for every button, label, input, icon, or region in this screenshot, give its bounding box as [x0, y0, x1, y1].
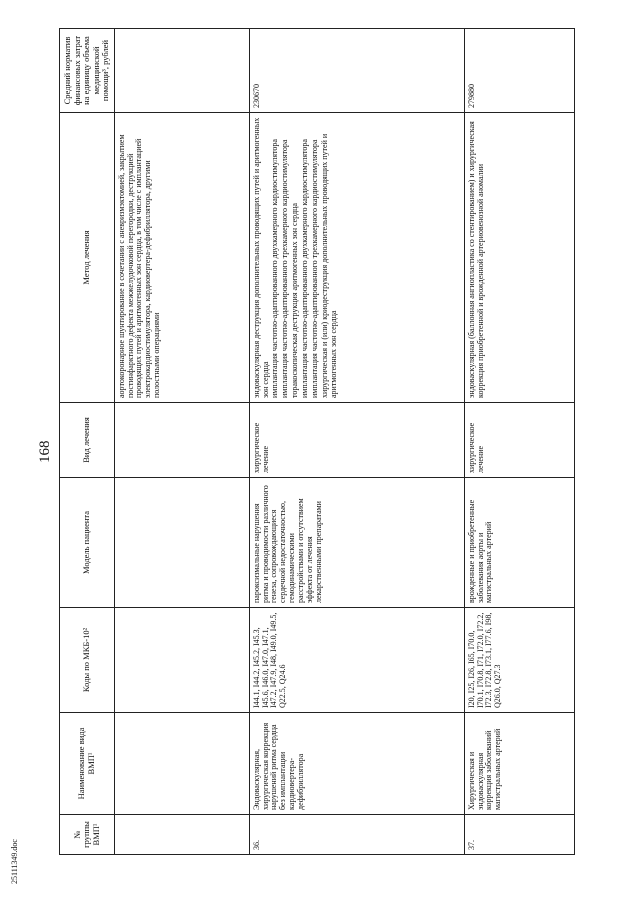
icd-codes: I44.1, I44.2, I45.2, I45.3, I45.6, I46.0, I47.0, I47.1, I47.2, I47.9, I48, I49.0, I49.5, Q22.5, Q24.6	[249, 608, 464, 713]
method-item: эндоваскулярная деструкция дополнительных проводящих путей и аритмогенных зон сердца	[251, 117, 270, 398]
vmp-name: Эндоваскулярная, хирургическая коррекция нарушений ритма сердца без имплантации кардиовертера-дефибриллятора	[249, 713, 464, 815]
method-item: хирургическая и (или) криодеструкция дополнительных проводящих путей и аритмогенных зон сердца	[320, 133, 339, 398]
method-item: аортокоронарное шунтирование в сочетании с аневризмэктомией, закрытием постинфарктного дефекта межжелудочковой перегородки, деструкцией проводящих путей и аритмогенных зон сердца, в том числе с имплантацией электрокардиостимулятора, кардиовертера-дефибриллятора, другими полостными операциями	[116, 134, 162, 398]
patient-model: врожденные и приобретенные заболевания аорты и магистральных артерий	[464, 478, 574, 608]
table-row-continuation	[114, 29, 249, 855]
header-method: Метод лечения	[60, 113, 115, 403]
header-patient-model: Модель пациента	[60, 478, 115, 608]
treatment-type: хирургическое лечение	[249, 403, 464, 478]
group-number: 37.	[464, 815, 574, 855]
patient-model: пароксизмальные нарушения ритма и проводимости различного генеза, сопровождающиеся сердечной недостаточностью, гемодинамическими расстройствами и отсутствием эффекта от лечения лекарственными препаратами	[249, 478, 464, 608]
group-number: 36.	[249, 815, 464, 855]
header-group-no: № группы ВМП¹	[60, 815, 115, 855]
method-item: имплантация частотно-адаптированного двухкамерного кардиостимулятора	[300, 139, 310, 398]
page-number: 168	[37, 440, 53, 463]
treatment-type: хирургическое лечение	[464, 403, 574, 478]
method-item: имплантация частотно-адаптированного трехкамерного кардиостимулятора	[280, 139, 290, 398]
table-row	[249, 29, 464, 855]
method-item: торакоскопическая деструкция аритмогенных зон сердца	[290, 203, 300, 398]
header-norm: Средний норматив финансовых затрат на единицу объема медицинской помощи³, рублей	[60, 29, 115, 113]
method-cell	[114, 113, 249, 403]
table-header-row	[60, 29, 115, 855]
method-item: эндоваскулярная (баллонная ангиопластика со стентированием) и хирургическая коррекция приобретенной и врожденной артериовенозной аномалии	[466, 121, 485, 398]
header-treatment-type: Вид лечения	[60, 403, 115, 478]
method-cell	[464, 113, 574, 403]
table-row	[464, 29, 574, 855]
header-icd-codes: Коды по МКБ-10²	[60, 608, 115, 713]
method-item: имплантация частотно-адаптированного трехкамерного кардиостимулятора	[310, 139, 320, 398]
header-vmp-name: Наименование вида ВМП¹	[60, 713, 115, 815]
landscape-content	[33, 25, 605, 863]
norm-value: 279880	[464, 29, 574, 113]
document-code: 25111349.doc	[10, 839, 19, 884]
vmp-table	[59, 28, 575, 855]
method-cell	[249, 113, 464, 403]
vmp-name: Хирургическая и эндоваскулярная коррекция заболеваний магистральных артерий	[464, 713, 574, 815]
method-item: имплантация частотно-адаптированного двухкамерного кардиостимулятора	[270, 139, 280, 398]
norm-value: 230670	[249, 29, 464, 113]
icd-codes: I20, I25, I26, I65, I70.0, I70.1, I70.8, I71, I72.0, I72.2, I72.3, I72.8, I73.1, I77.6, I98, Q26.0, Q27.3	[464, 608, 574, 713]
